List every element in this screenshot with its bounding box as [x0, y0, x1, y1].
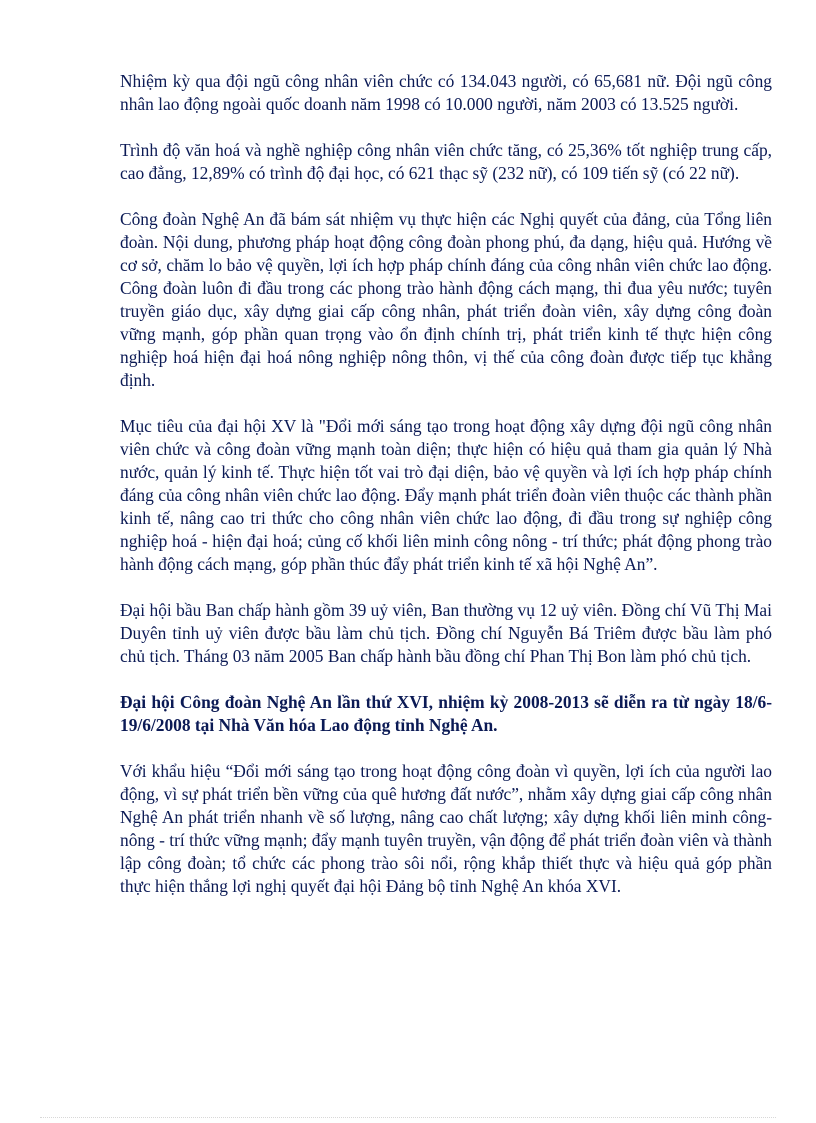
paragraph-election-results: Đại hội bầu Ban chấp hành gồm 39 uỷ viên, Ban thường vụ 12 uỷ viên. Đồng chí Vũ Thị Mai Duyên tỉnh uỷ viên được bầu làm chủ tịch. Đồng chí Nguyễn Bá Triêm được bầu làm phó chủ tịch. Tháng 03 năm 2005 Ban chấp hành bầu đồng chí Phan Thị Bon làm phó chủ tịch. — [120, 600, 772, 666]
page-bottom-divider — [40, 1117, 776, 1118]
paragraph-congress-xvi-announcement: Đại hội Công đoàn Nghệ An lần thứ XVI, nhiệm kỳ 2008-2013 sẽ diễn ra từ ngày 18/6- 19/6/2008 tại Nhà Văn hóa Lao động tỉnh Nghệ An. — [120, 692, 772, 735]
paragraph-union-activities: Công đoàn Nghệ An đã bám sát nhiệm vụ thực hiện các Nghị quyết của đảng, của Tổng liên đoàn. Nội dung, phương pháp hoạt động công đoàn phong phú, đa dạng, hiệu quả. Hướng về cơ sở, chăm lo bảo vệ quyền, lợi ích hợp pháp chính đáng của công nhân viên chức lao động. Công đoàn luôn đi đầu trong các phong trào hành động cách mạng, thi đua yêu nước; tuyên truyền giáo dục, xây dựng giai cấp công nhân, phát triển đoàn viên, xây dựng công đoàn vững mạnh, góp phần quan trọng vào ổn định chính trị, phát triển kinh tế thực hiện công nghiệp hoá hiện đại hoá nông nghiệp nông thôn, vị thế của công đoàn được tiếp tục khẳng định. — [120, 209, 772, 390]
paragraph-congress-slogan: Với khẩu hiệu “Đổi mới sáng tạo trong hoạt động công đoàn vì quyền, lợi ích của người lao động, vì sự phát triển bền vững của quê hương đất nước”, nhằm xây dựng giai cấp công nhân Nghệ An phát triển nhanh về số lượng, nâng cao chất lượng; xây dựng khối liên minh công- nông - trí thức vững mạnh; đẩy mạnh tuyên truyền, vận động để phát triển đoàn viên và thành lập công đoàn; tổ chức các phong trào sôi nổi, rộng khắp thiết thực và hiệu quả góp phần thực hiện thắng lợi nghị quyết đại hội Đảng bộ tỉnh Nghệ An khóa XVI. — [120, 761, 773, 896]
paragraph-workforce-size: Nhiệm kỳ qua đội ngũ công nhân viên chức có 134.043 người, có 65,681 nữ. Đội ngũ công nhân lao động ngoài quốc doanh năm 1998 có 10.000 người, năm 2003 có 13.525 người. — [120, 71, 772, 114]
document-body — [120, 70, 772, 921]
paragraph-congress-xv-goals: Mục tiêu của đại hội XV là "Đổi mới sáng tạo trong hoạt động xây dựng đội ngũ công nhân viên chức và công đoàn vững mạnh toàn diện; thực hiện có hiệu quả tham gia quản lý Nhà nước, quản lý kinh tế. Thực hiện tốt vai trò đại diện, bảo vệ quyền và lợi ích hợp pháp chính đáng của công nhân viên chức lao động. Đẩy mạnh phát triển đoàn viên thuộc các thành phần kinh tế, nâng cao tri thức cho công nhân viên chức lao động, đi đầu trong sự nghiệp công nghiệp hoá - hiện đại hoá; củng cố khối liên minh công nông - trí thức; phát động phong trào hành động cách mạng, góp phần thúc đẩy phát triển kinh tế xã hội Nghệ An”. — [120, 416, 772, 574]
paragraph-education-level: Trình độ văn hoá và nghề nghiệp công nhân viên chức tăng, có 25,36% tốt nghiệp trung cấp, cao đẳng, 12,89% có trình độ đại học, có 621 thạc sỹ (232 nữ), có 109 tiến sỹ (có 22 nữ). — [120, 140, 772, 183]
